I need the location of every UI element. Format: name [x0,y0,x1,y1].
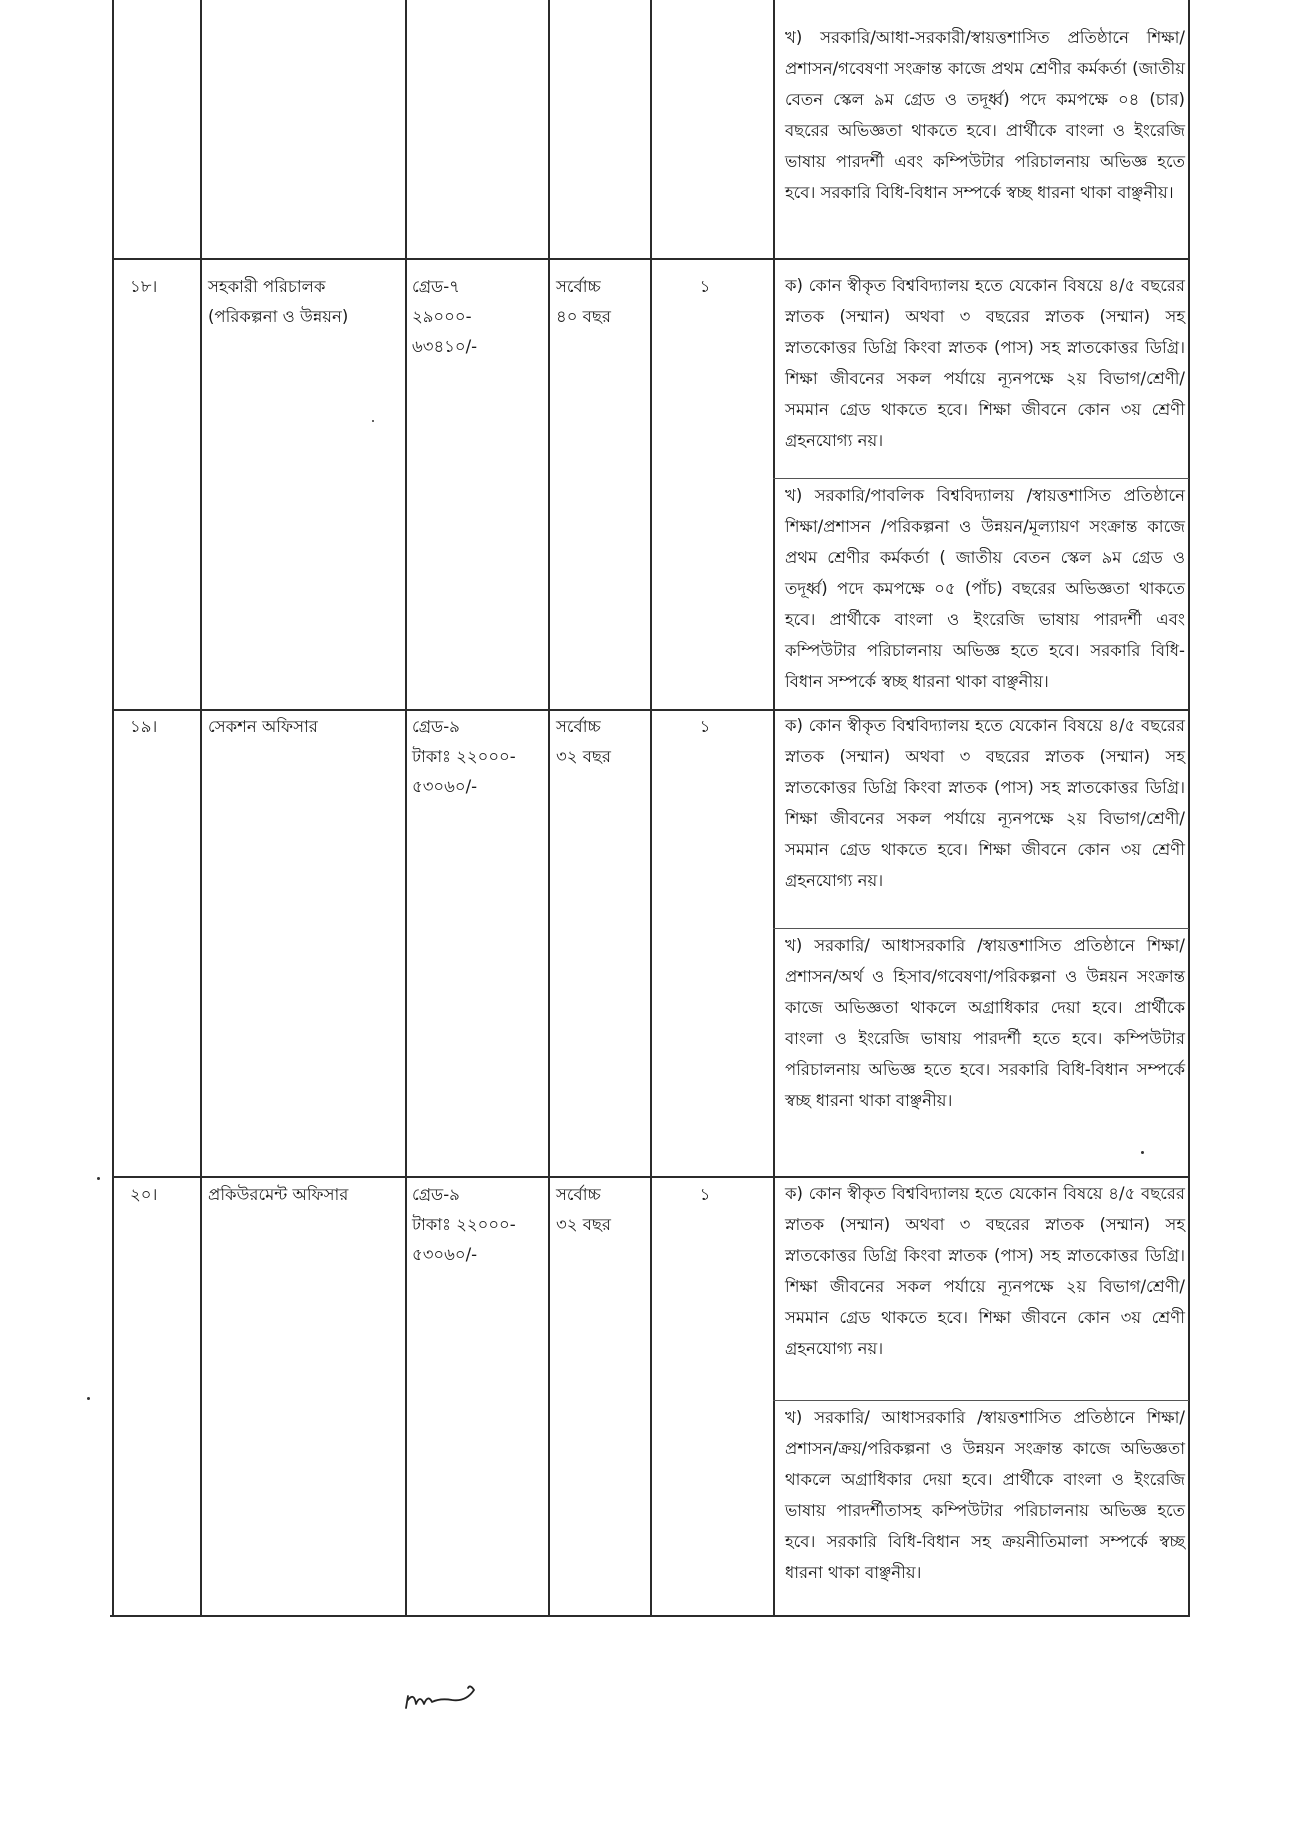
qualification-b-continued: খ) সরকারি/আধা-সরকারী/স্বায়ত্তশাসিত প্রতিষ্ঠানে শিক্ষা/প্রশাসন/গবেষণা সংক্রান্ত কাজে প্রথম শ্রেণীর কর্মকর্তা (জাতীয় বেতন স্কেল ৯ম গ্রেড ও তদূর্ধ্ব) পদে কমপক্ষে ০৪ (চার) বছরের অভিজ্ঞতা থাকতে হবে। প্রার্থীকে বাংলা ও ইংরেজি ভাষায় পারদর্শী এবং কম্পিউটার পরিচালনায় অভিজ্ঞ হতে হবে। সরকারি বিধি-বিধান সম্পর্কে স্বচ্ছ ধারনা থাকা বাঞ্ছনীয়। [785,28,1185,202]
grade-scale-end: ৬৩৪১০/- [412,337,478,356]
signature-scribble [400,1678,500,1718]
qualification-b: খ) সরকারি/পাবলিক বিশ্ববিদ্যালয় /স্বায়ত্তশাসিত প্রতিষ্ঠানে শিক্ষা/প্রশাসন /পরিকল্পনা ও উন্নয়ন/মূল্যায়ণ সংক্রান্ত কাজে প্রথম শ্রেণীর কর্মকর্তা ( জাতীয় বেতন স্কেল ৯ম গ্রেড ও তদূর্ধ্ব) পদে কমপক্ষে ০৫ (পাঁচ) বছরের অভিজ্ঞতা থাকতে হবে। প্রার্থীকে বাংলা ও ইংরেজি ভাষায় পারদর্শী এবং কম্পিউটার পরিচালনায় অভিজ্ঞ হতে হবে। সরকারি বিধি-বিধান সম্পর্কে স্বচ্ছ ধারনা থাকা বাঞ্ছনীয়। [785,486,1185,691]
age-value: ৩২ বছর [556,747,611,766]
subrow-divider [773,928,1189,929]
age-label: সর্বোচ্চ [556,277,601,296]
scan-speck [97,1177,100,1180]
row-divider [112,258,1189,260]
subrow-divider [773,478,1189,479]
grade-scale-start: ২৯০০০- [412,307,472,326]
age-label: সর্বোচ্চ [556,1185,601,1204]
age-value: ৩২ বছর [556,1215,611,1234]
pay-grade [412,272,542,362]
table-border-bottom [110,1615,1190,1617]
grade-label: গ্রেড-৯ [412,1185,460,1204]
post-name: প্রকিউরমেন্ট অফিসার [208,1185,349,1204]
post-name: সেকশন অফিসার [208,717,318,736]
table-border-right [1188,0,1190,1616]
serial-number: ১৮। [130,277,158,296]
scan-speck [1141,1151,1144,1154]
pay-grade [412,1180,542,1270]
grade-scale-start: টাকাঃ ২২০০০- [412,1215,516,1234]
pay-grade [412,712,542,802]
grade-scale-end: ৫৩০৬০/- [412,777,478,796]
col-divider-serial [200,0,202,1616]
col-divider-post [405,0,407,1616]
grade-scale-start: টাকাঃ ২২০০০- [412,747,516,766]
age-limit [556,712,651,772]
grade-label: গ্রেড-৭ [412,277,460,296]
qualification-a: ক) কোন স্বীকৃত বিশ্ববিদ্যালয় হতে যেকোন বিষয়ে ৪/৫ বছরের স্নাতক (সম্মান) অথবা ৩ বছরের স্নাতক (সম্মান) সহ স্নাতকোত্তর ডিগ্রি কিংবা স্নাতক (পাস) সহ স্নাতকোত্তর ডিগ্রি। শিক্ষা জীবনের সকল পর্যায়ে ন্যূনপক্ষে ২য় বিভাগ/শ্রেণী/সমমান গ্রেড থাকতে হবে। শিক্ষা জীবনে কোন ৩য় শ্রেণী গ্রহনযোগ্য নয়। [785,716,1185,890]
col-divider-age [650,0,652,1616]
post-count: ১ [699,1185,711,1204]
qualification-b: খ) সরকারি/ আধাসরকারি /স্বায়ত্তশাসিত প্রতিষ্ঠানে শিক্ষা/প্রশাসন/অর্থ ও হিসাব/গবেষণা/পরিকল্পনা ও উন্নয়ন সংক্রান্ত কাজে অভিজ্ঞতা থাকলে অগ্রাধিকার দেয়া হবে। প্রার্থীকে বাংলা ও ইংরেজি ভাষায় পারদর্শী হতে হবে। কম্পিউটার পরিচালনায় অভিজ্ঞ হতে হবে। সরকারি বিধি-বিধান সম্পর্কে স্বচ্ছ ধারনা থাকা বাঞ্ছনীয়। [785,936,1185,1110]
post-count: ১ [699,277,711,296]
qualification-a: ক) কোন স্বীকৃত বিশ্ববিদ্যালয় হতে যেকোন বিষয়ে ৪/৫ বছরের স্নাতক (সম্মান) অথবা ৩ বছরের স্নাতক (সম্মান) সহ স্নাতকোত্তর ডিগ্রি কিংবা স্নাতক (পাস) সহ স্নাতকোত্তর ডিগ্রি। শিক্ষা জীবনের সকল পর্যায়ে ন্যূনপক্ষে ২য় বিভাগ/শ্রেণী/সমমান গ্রেড থাকতে হবে। শিক্ষা জীবনে কোন ৩য় শ্রেণী গ্রহনযোগ্য নয়। [785,276,1185,450]
grade-scale-end: ৫৩০৬০/- [412,1245,478,1264]
age-limit [556,272,651,332]
age-label: সর্বোচ্চ [556,717,601,736]
grade-label: গ্রেড-৯ [412,717,460,736]
serial-number: ১৯। [130,717,158,736]
col-divider-grade [548,0,550,1616]
scan-speck [87,1397,90,1400]
qualification-b: খ) সরকারি/ আধাসরকারি /স্বায়ত্তশাসিত প্রতিষ্ঠানে শিক্ষা/প্রশাসন/ক্রয়/পরিকল্পনা ও উন্নয়ন সংক্রান্ত কাজে অভিজ্ঞতা থাকলে অগ্রাধিকার দেয়া হবে। প্রার্থীকে বাংলা ও ইংরেজি ভাষায় পারদর্শীতাসহ কম্পিউটার পরিচালনায় অভিজ্ঞ হতে হবে। সরকারি বিধি-বিধান সহ ক্রয়নীতিমালা সম্পর্কে স্বচ্ছ ধারনা থাকা বাঞ্ছনীয়। [785,1408,1185,1582]
qualification-a: ক) কোন স্বীকৃত বিশ্ববিদ্যালয় হতে যেকোন বিষয়ে ৪/৫ বছরের স্নাতক (সম্মান) অথবা ৩ বছরের স্নাতক (সম্মান) সহ স্নাতকোত্তর ডিগ্রি কিংবা স্নাতক (পাস) সহ স্নাতকোত্তর ডিগ্রি। শিক্ষা জীবনের সকল পর্যায়ে ন্যূনপক্ষে ২য় বিভাগ/শ্রেণী/সমমান গ্রেড থাকতে হবে। শিক্ষা জীবনে কোন ৩য় শ্রেণী গ্রহনযোগ্য নয়। [785,1184,1185,1358]
post-name: সহকারী পরিচালক (পরিকল্পনা ও উন্নয়ন) [208,277,349,326]
subrow-divider [773,1400,1189,1401]
scan-speck [372,420,374,422]
post-count: ১ [699,717,711,736]
serial-number: ২০। [130,1185,158,1204]
age-value: ৪০ বছর [556,307,611,326]
table-border-left [112,0,114,1616]
age-limit [556,1180,651,1240]
col-divider-count [773,0,775,1616]
